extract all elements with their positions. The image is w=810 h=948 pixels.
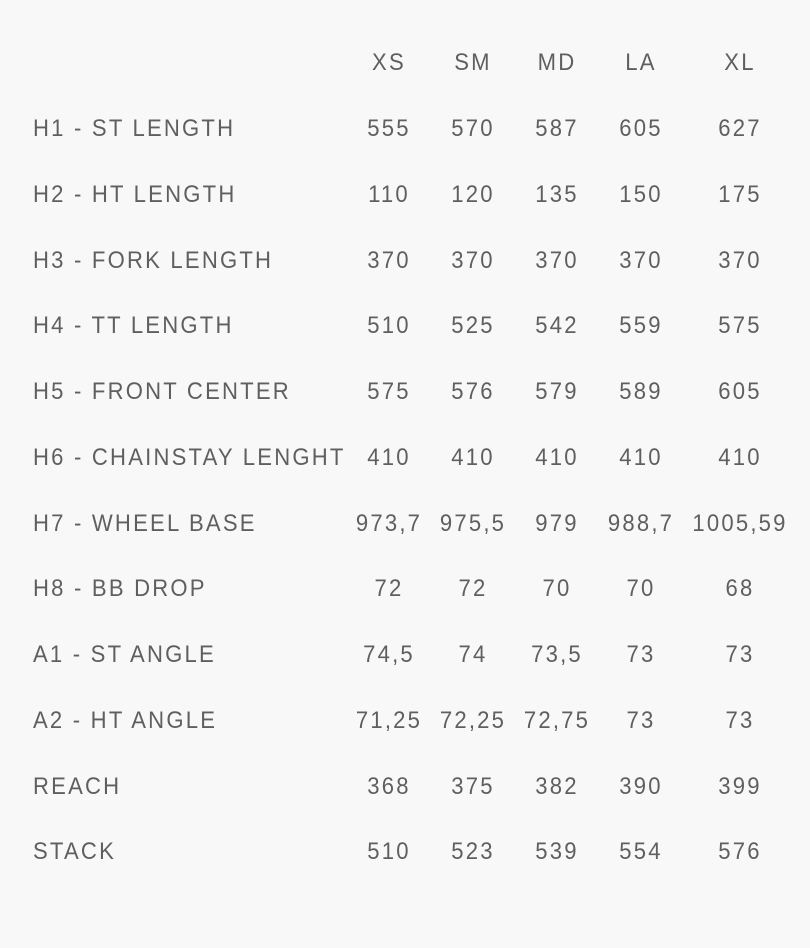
row-label: H3 - FORK LENGTH <box>33 247 274 274</box>
cell-value: 539 <box>535 838 579 865</box>
cell-value: 576 <box>451 378 495 405</box>
table-row <box>0 175 810 215</box>
row-label: A1 - ST ANGLE <box>33 641 216 668</box>
cell-value: 587 <box>535 115 579 142</box>
cell-value: 135 <box>535 181 579 208</box>
row-label: H1 - ST LENGTH <box>33 115 236 142</box>
cell-value: 382 <box>535 773 579 800</box>
cell-value: 150 <box>619 181 663 208</box>
cell-value: 410 <box>535 444 579 471</box>
row-label: H7 - WHEEL BASE <box>33 510 257 537</box>
cell-value: 74 <box>458 641 488 668</box>
cell-value: 554 <box>619 838 663 865</box>
cell-value: 68 <box>725 575 755 602</box>
table-row <box>0 306 810 346</box>
row-label: REACH <box>33 773 122 800</box>
row-label: A2 - HT ANGLE <box>33 707 218 734</box>
cell-value: 73 <box>725 641 755 668</box>
column-header-md: MD <box>537 49 577 76</box>
cell-value: 74,5 <box>363 641 415 668</box>
cell-value: 120 <box>451 181 495 208</box>
cell-value: 410 <box>718 444 762 471</box>
cell-value: 575 <box>718 312 762 339</box>
cell-value: 523 <box>451 838 495 865</box>
column-header-xs: XS <box>372 49 406 76</box>
cell-value: 390 <box>619 773 663 800</box>
cell-value: 510 <box>367 312 411 339</box>
table-row <box>0 635 810 675</box>
cell-value: 370 <box>451 247 495 274</box>
cell-value: 370 <box>535 247 579 274</box>
cell-value: 72 <box>458 575 488 602</box>
table-row <box>0 569 810 609</box>
header-row <box>0 43 810 83</box>
cell-value: 73,5 <box>531 641 583 668</box>
cell-value: 542 <box>535 312 579 339</box>
cell-value: 575 <box>367 378 411 405</box>
cell-value: 555 <box>367 115 411 142</box>
cell-value: 510 <box>367 838 411 865</box>
row-label: STACK <box>33 838 117 865</box>
cell-value: 1005,59 <box>692 510 788 537</box>
cell-value: 370 <box>718 247 762 274</box>
cell-value: 627 <box>718 115 762 142</box>
cell-value: 70 <box>542 575 572 602</box>
table-row <box>0 241 810 281</box>
cell-value: 975,5 <box>439 510 507 537</box>
table-row <box>0 438 810 478</box>
cell-value: 399 <box>718 773 762 800</box>
cell-value: 988,7 <box>607 510 675 537</box>
table-row <box>0 109 810 149</box>
cell-value: 579 <box>535 378 579 405</box>
row-label: H6 - CHAINSTAY LENGHT <box>33 444 346 471</box>
cell-value: 71,25 <box>355 707 423 734</box>
table-row <box>0 701 810 741</box>
column-header-la: LA <box>625 49 657 76</box>
cell-value: 370 <box>367 247 411 274</box>
cell-value: 525 <box>451 312 495 339</box>
column-header-sm: SM <box>454 49 492 76</box>
row-label: H4 - TT LENGTH <box>33 312 234 339</box>
table-row <box>0 372 810 412</box>
cell-value: 73 <box>626 641 656 668</box>
cell-value: 72 <box>374 575 404 602</box>
row-label: H5 - FRONT CENTER <box>33 378 291 405</box>
cell-value: 370 <box>619 247 663 274</box>
cell-value: 973,7 <box>355 510 423 537</box>
cell-value: 72,25 <box>439 707 507 734</box>
cell-value: 175 <box>718 181 762 208</box>
table-row <box>0 504 810 544</box>
row-label: H2 - HT LENGTH <box>33 181 237 208</box>
cell-value: 559 <box>619 312 663 339</box>
cell-value: 72,75 <box>523 707 591 734</box>
cell-value: 368 <box>367 773 411 800</box>
column-header-xl: XL <box>724 49 756 76</box>
cell-value: 73 <box>626 707 656 734</box>
cell-value: 979 <box>535 510 579 537</box>
cell-value: 110 <box>368 181 410 208</box>
cell-value: 605 <box>619 115 663 142</box>
row-label: H8 - BB DROP <box>33 575 207 602</box>
cell-value: 570 <box>451 115 495 142</box>
cell-value: 589 <box>619 378 663 405</box>
table-row <box>0 832 810 872</box>
cell-value: 410 <box>451 444 495 471</box>
cell-value: 410 <box>367 444 411 471</box>
cell-value: 605 <box>718 378 762 405</box>
cell-value: 375 <box>451 773 495 800</box>
cell-value: 73 <box>725 707 755 734</box>
cell-value: 410 <box>619 444 663 471</box>
cell-value: 70 <box>626 575 656 602</box>
table-row <box>0 767 810 807</box>
cell-value: 576 <box>718 838 762 865</box>
